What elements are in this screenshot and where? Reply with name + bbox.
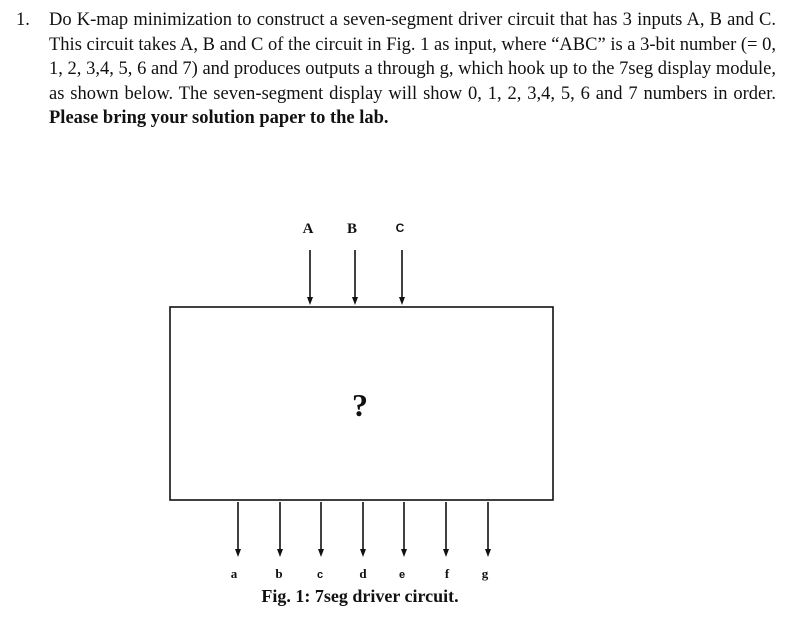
- output-label-g: g: [481, 566, 489, 581]
- output-label-e: e: [398, 569, 406, 581]
- input-label-c: C: [395, 221, 405, 235]
- question-number: 1.: [16, 10, 30, 30]
- figure-caption: Fig. 1: 7seg driver circuit.: [261, 586, 459, 606]
- output-label-a: a: [230, 566, 238, 581]
- output-label-f: f: [444, 566, 450, 581]
- input-label-b: B: [346, 221, 358, 237]
- circuit-box-label: ?: [352, 387, 368, 423]
- question-text: Do K-map minimization to construct a seven-segment driver circuit that has 3 inputs A, B and C. This circuit takes A, B and C of the circuit in Fig. 1 as input, where “ABC” is a 3-bit number (= 0, 1, 2, 3,4, 5, 6 and 7) and produces outputs a through g, which hook up to the 7seg display module, as shown below. The seven-segment display will show 0, 1, 2, 3,4, 5, 6 and 7 numbers in order.: [49, 10, 776, 104]
- question-emphasis: Please bring your solution paper to the lab.: [49, 108, 389, 128]
- output-label-d: d: [359, 566, 367, 581]
- output-label-b: b: [275, 566, 283, 581]
- output-label-c: c: [316, 569, 324, 581]
- input-label-a: A: [302, 221, 314, 237]
